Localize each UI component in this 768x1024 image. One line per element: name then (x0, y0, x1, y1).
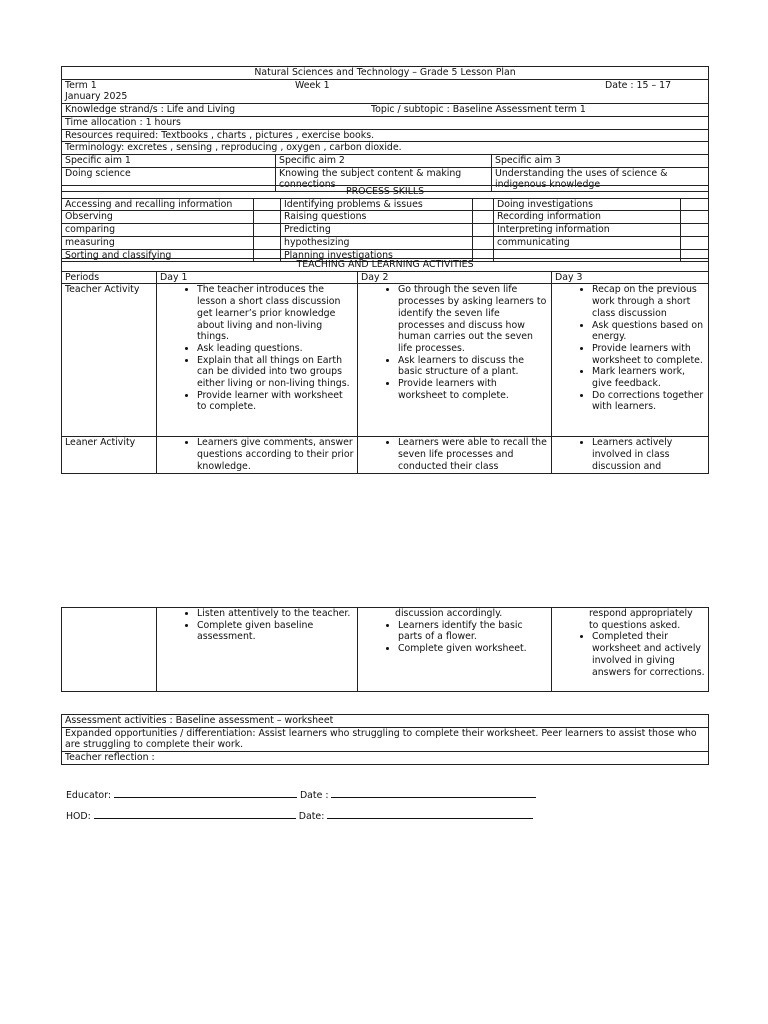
list-item-continuation: respond appropriately to questions asked. (589, 608, 693, 631)
assessment-activities: Assessment activities : Baseline assessment – worksheet (62, 715, 709, 728)
specific-aim-2-heading: Specific aim 2 (276, 154, 492, 167)
educator-signoff-line (66, 787, 536, 802)
skill-item: Predicting (281, 224, 473, 237)
list-item: • Provide learners with worksheet to complete. (592, 343, 705, 366)
list-item: • Mark learners work, give feedback. (592, 366, 705, 389)
activities-heading: TEACHING AND LEARNING ACTIVITIES (62, 259, 709, 272)
lesson-plan-title: Natural Sciences and Technology – Grade 5 Lesson Plan (62, 67, 709, 80)
skill-check-box[interactable] (254, 236, 281, 249)
resources-required: Resources required: Textbooks , charts , pictures , exercise books. (62, 129, 709, 142)
hod-date-label: Date: (298, 811, 325, 822)
skill-check-box[interactable] (681, 224, 709, 237)
list-item: • Complete given baseline assessment. (197, 620, 354, 643)
strand-topic-row (62, 104, 709, 117)
skill-item: Raising questions (281, 211, 473, 224)
periods-heading: Periods (62, 271, 157, 284)
list-item: • The teacher introduces the lesson a short class discussion get learner’s prior knowledge about living and non-living things. (197, 284, 354, 343)
list-item: • Go through the seven life processes by asking learners to identify the seven life processes and discuss how human carries out the seven life processes. (398, 284, 548, 354)
teacher-reflection: Teacher reflection : (62, 752, 709, 765)
term-week-date-row (62, 79, 709, 103)
skill-item: Recording information (494, 211, 681, 224)
lesson-plan-header-table (61, 66, 709, 192)
learner-day-2-cell (358, 437, 552, 473)
list-item: • Completed their worksheet and actively involved in giving answers for corrections. (592, 631, 705, 678)
skill-check-box[interactable] (473, 236, 494, 249)
term-label: Term 1 (65, 79, 97, 91)
skill-item: Planning investigations (281, 249, 473, 262)
list-item: • Provide learners with worksheet to complete. (398, 378, 548, 401)
specific-aim-1-heading: Specific aim 1 (62, 154, 276, 167)
list-item: • Ask leading questions. (197, 343, 354, 355)
list-item: • Complete given worksheet. (398, 643, 548, 655)
skill-item: hypothesizing (281, 236, 473, 249)
educator-date-field[interactable] (331, 787, 536, 798)
skill-check-box[interactable] (254, 224, 281, 237)
time-allocation: Time allocation : 1 hours (62, 116, 709, 129)
list-item: • Explain that all things on Earth can be divided into two groups either living or non-living things. (197, 355, 354, 390)
educator-label: Educator: (66, 790, 111, 801)
specific-aim-3-heading: Specific aim 3 (492, 154, 709, 167)
assessment-table (61, 714, 709, 765)
process-skills-table (61, 185, 709, 262)
date-continuation: January 2025 (65, 91, 128, 103)
learner-activity-label-continued (62, 608, 157, 692)
date-label: Date : 15 – 17 (605, 79, 672, 91)
list-item: • Learners give comments, answer questions according to their prior knowledge. (197, 437, 354, 472)
skill-item: measuring (62, 236, 254, 249)
list-item: • Learners identify the basic parts of a flower. (398, 620, 548, 643)
skill-check-box[interactable] (254, 198, 281, 211)
learner-day-1-cell (157, 437, 358, 473)
activities-table (61, 258, 709, 474)
learner-day-3-cell-continued (552, 608, 709, 692)
list-item: • Learners actively involved in class discussion and (592, 437, 705, 472)
hod-signature-field[interactable] (94, 808, 296, 819)
list-item: • Provide learner with worksheet to complete. (197, 390, 354, 413)
skill-check-box[interactable] (681, 198, 709, 211)
specific-aim-3-value: Understanding the uses of science & indigenous knowledge (492, 167, 709, 191)
skill-item: Observing (62, 211, 254, 224)
learner-activity-label: Leaner Activity (62, 437, 157, 473)
skill-check-box[interactable] (473, 224, 494, 237)
teacher-day-1-cell (157, 284, 358, 437)
activities-continued-table (61, 607, 709, 692)
day-1-heading: Day 1 (157, 271, 358, 284)
list-item: • Ask learners to discuss the basic structure of a plant. (398, 355, 548, 378)
knowledge-strand: Knowledge strand/s : Life and Living (65, 104, 236, 116)
skill-check-box[interactable] (681, 211, 709, 224)
hod-label: HOD: (66, 811, 91, 822)
skill-item: Interpreting information (494, 224, 681, 237)
specific-aim-2-value: Knowing the subject content & making connections (276, 167, 492, 191)
terminology: Terminology: excretes , sensing , reproducing , oxygen , carbon dioxide. (62, 142, 709, 155)
expanded-opportunities: Expanded opportunities / differentiation: Assist learners who struggling to complete their worksheet. Peer learners to assist those who are struggling to complete their work. (62, 727, 709, 751)
topic-subtopic: Topic / subtopic : Baseline Assessment term 1 (371, 104, 586, 116)
list-item: • Learners were able to recall the seven life processes and conducted their class (398, 437, 548, 472)
skill-check-box[interactable] (254, 211, 281, 224)
list-item-continuation: discussion accordingly. (395, 608, 503, 619)
learner-day-2-cell-continued (358, 608, 552, 692)
skill-item: comparing (62, 224, 254, 237)
teacher-activity-label: Teacher Activity (62, 284, 157, 437)
skill-check-box[interactable] (473, 198, 494, 211)
skill-item: communicating (494, 236, 681, 249)
educator-date-label: Date : (299, 790, 329, 801)
list-item: • Listen attentively to the teacher. (197, 608, 354, 620)
skill-item: Accessing and recalling information (62, 198, 254, 211)
list-item: • Recap on the previous work through a short class discussion (592, 284, 705, 319)
list-item: • Do corrections together with learners. (592, 390, 705, 413)
learner-day-1-cell-continued (157, 608, 358, 692)
teacher-day-2-cell (358, 284, 552, 437)
specific-aim-1-value: Doing science (62, 167, 276, 191)
skill-item: Doing investigations (494, 198, 681, 211)
process-skills-heading: PROCESS SKILLS (62, 186, 709, 199)
hod-date-field[interactable] (327, 808, 533, 819)
day-2-heading: Day 2 (358, 271, 552, 284)
skill-item: Identifying problems & issues (281, 198, 473, 211)
skill-item: Sorting and classifying (62, 249, 254, 262)
day-3-heading: Day 3 (552, 271, 709, 284)
week-label: Week 1 (295, 79, 330, 91)
list-item: • Ask questions based on energy. (592, 320, 705, 343)
skill-check-box[interactable] (681, 236, 709, 249)
educator-signature-field[interactable] (114, 787, 297, 798)
skill-check-box[interactable] (473, 211, 494, 224)
hod-signoff-line (66, 808, 533, 823)
teacher-day-3-cell (552, 284, 709, 437)
learner-day-3-cell (552, 437, 709, 473)
